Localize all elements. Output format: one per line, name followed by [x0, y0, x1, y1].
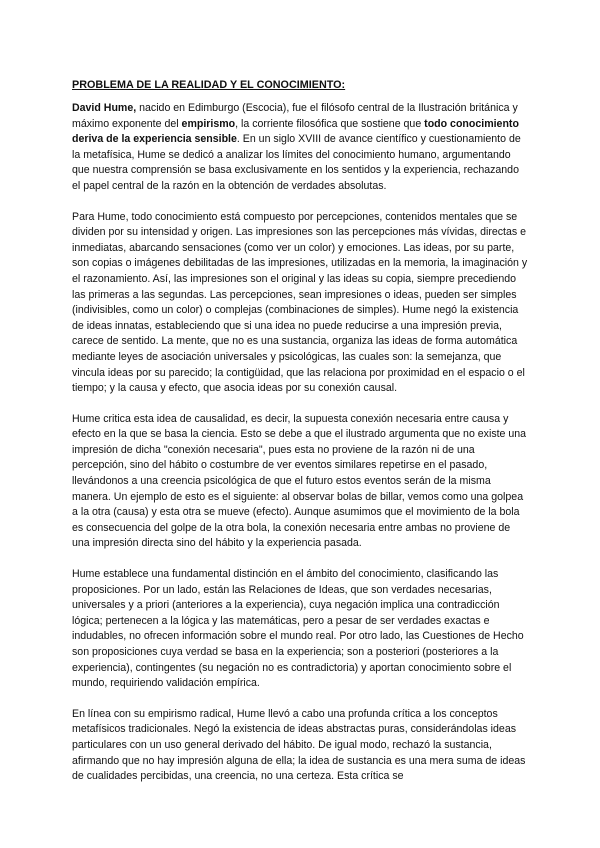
paragraph-text: nacido en Edimburgo (Escocia), fue el filósofo central de la Ilustración británica y máximo exponente del: [72, 102, 518, 130]
paragraph-text: . En un siglo XVIII de avance científico y cuestionamiento de la metafísica, Hume se dedicó a analizar los límites del conocimiento humano, argumentando que nuestra comprensión se basa exclusivamente en los sentidos y la experiencia, rechazando el papel central de la razón en la obtención de verdades absolutas.: [72, 133, 521, 192]
paragraph-perceptions: Para Hume, todo conocimiento está compuesto por percepciones, contenidos mentales que se dividen por su intensidad y origen. Las impresiones son las percepciones más vívidas, directas e inmediatas, abarcando sensaciones (como ver un color) y emociones. Las ideas, por su parte, son copias o imágenes debilitadas de las impresiones, utilizadas en la memoria, la imaginación y el razonamiento. Así, las impresiones son el original y las ideas su copia, siempre precediendo las primeras a las segundas. Las percepciones, sean impresiones o ideas, pueden ser simples (indivisibles, como un color) o complejas (combinaciones de simples). Hume negó la existencia de ideas innatas, estableciendo que si una idea no puede reducirse a una impresión previa, carece de sentido. La mente, que no es una sustancia, organiza las ideas de forma automática mediante leyes de asociación universales y psicológicas, las cuales son: la semejanza, que vincula ideas por su parecido; la contigüidad, que las relaciona por proximidad en el espacio o el tiempo; y la causa y efecto, que asocia ideas por su conexión causal.: [72, 210, 528, 395]
document-title: PROBLEMA DE LA REALIDAD Y EL CONOCIMIENTO:: [72, 79, 346, 91]
paragraph-metaphysics: En línea con su empirismo radical, Hume llevó a cabo una profunda crítica a los conceptos metafísicos tradicionales. Negó la existencia de ideas abstractas puras, considerándolas ideas particulares con un uso general derivado del hábito. De igual modo, rechazó la sustancia, afirmando que no hay impresión alguna de ella; la idea de sustancia es una mera suma de ideas de cualidades percibidas, una creencia, no una certeza. Esta crítica se: [72, 707, 526, 783]
author-name: David Hume,: [72, 102, 137, 114]
document-page: [72, 78, 530, 800]
paragraph-propositions: Hume establece una fundamental distinción en el ámbito del conocimiento, clasificando las proposiciones. Por un lado, están las Relaciones de Ideas, que son verdades necesarias, universales y a priori (anteriores a la experiencia), cuya negación implica una contradicción lógica; pertenecen a la lógica y las matemáticas, pero a pesar de ser verdades exactas e indudables, no ofrecen información sobre el mundo real. Por otro lado, las Cuestiones de Hecho son proposiciones cuya verdad se basa en la experiencia; son a posteriori (posteriores a la experiencia), contingentes (su negación no es contradictoria) y aportan conocimiento sobre el mundo, requiriendo validación empírica.: [72, 568, 524, 690]
paragraph-intro: [72, 101, 530, 195]
paragraph-causality: Hume critica esta idea de causalidad, es decir, la supuesta conexión necesaria entre causa y efecto en la que se basa la ciencia. Esto se debe a que el ilustrado argumenta que no existe una impresión de dicha "conexión necesaria", pues esta no proviene de la razón ni de una percepción, sino del hábito o costumbre de ver eventos similares repetirse en el pasado, llevándonos a una creencia psicológica de que el futuro estos eventos serán de la misma manera. Un ejemplo de esto es el siguiente: al observar bolas de billar, vemos como una golpea a la otra (causa) y esta otra se mueve (efecto). Aunque asumimos que el movimiento de la bola es consecuencia del golpe de la otra bola, la conexión necesaria entre ambas no proviene de una impresión directa sino del hábito y la experiencia pasada.: [72, 412, 527, 550]
paragraph-text: , la corriente filosófica que sostiene que: [235, 117, 425, 130]
thesis-statement: todo conocimiento deriva de la experiencia sensible: [72, 117, 519, 146]
term-empirismo: empirismo: [181, 117, 236, 130]
